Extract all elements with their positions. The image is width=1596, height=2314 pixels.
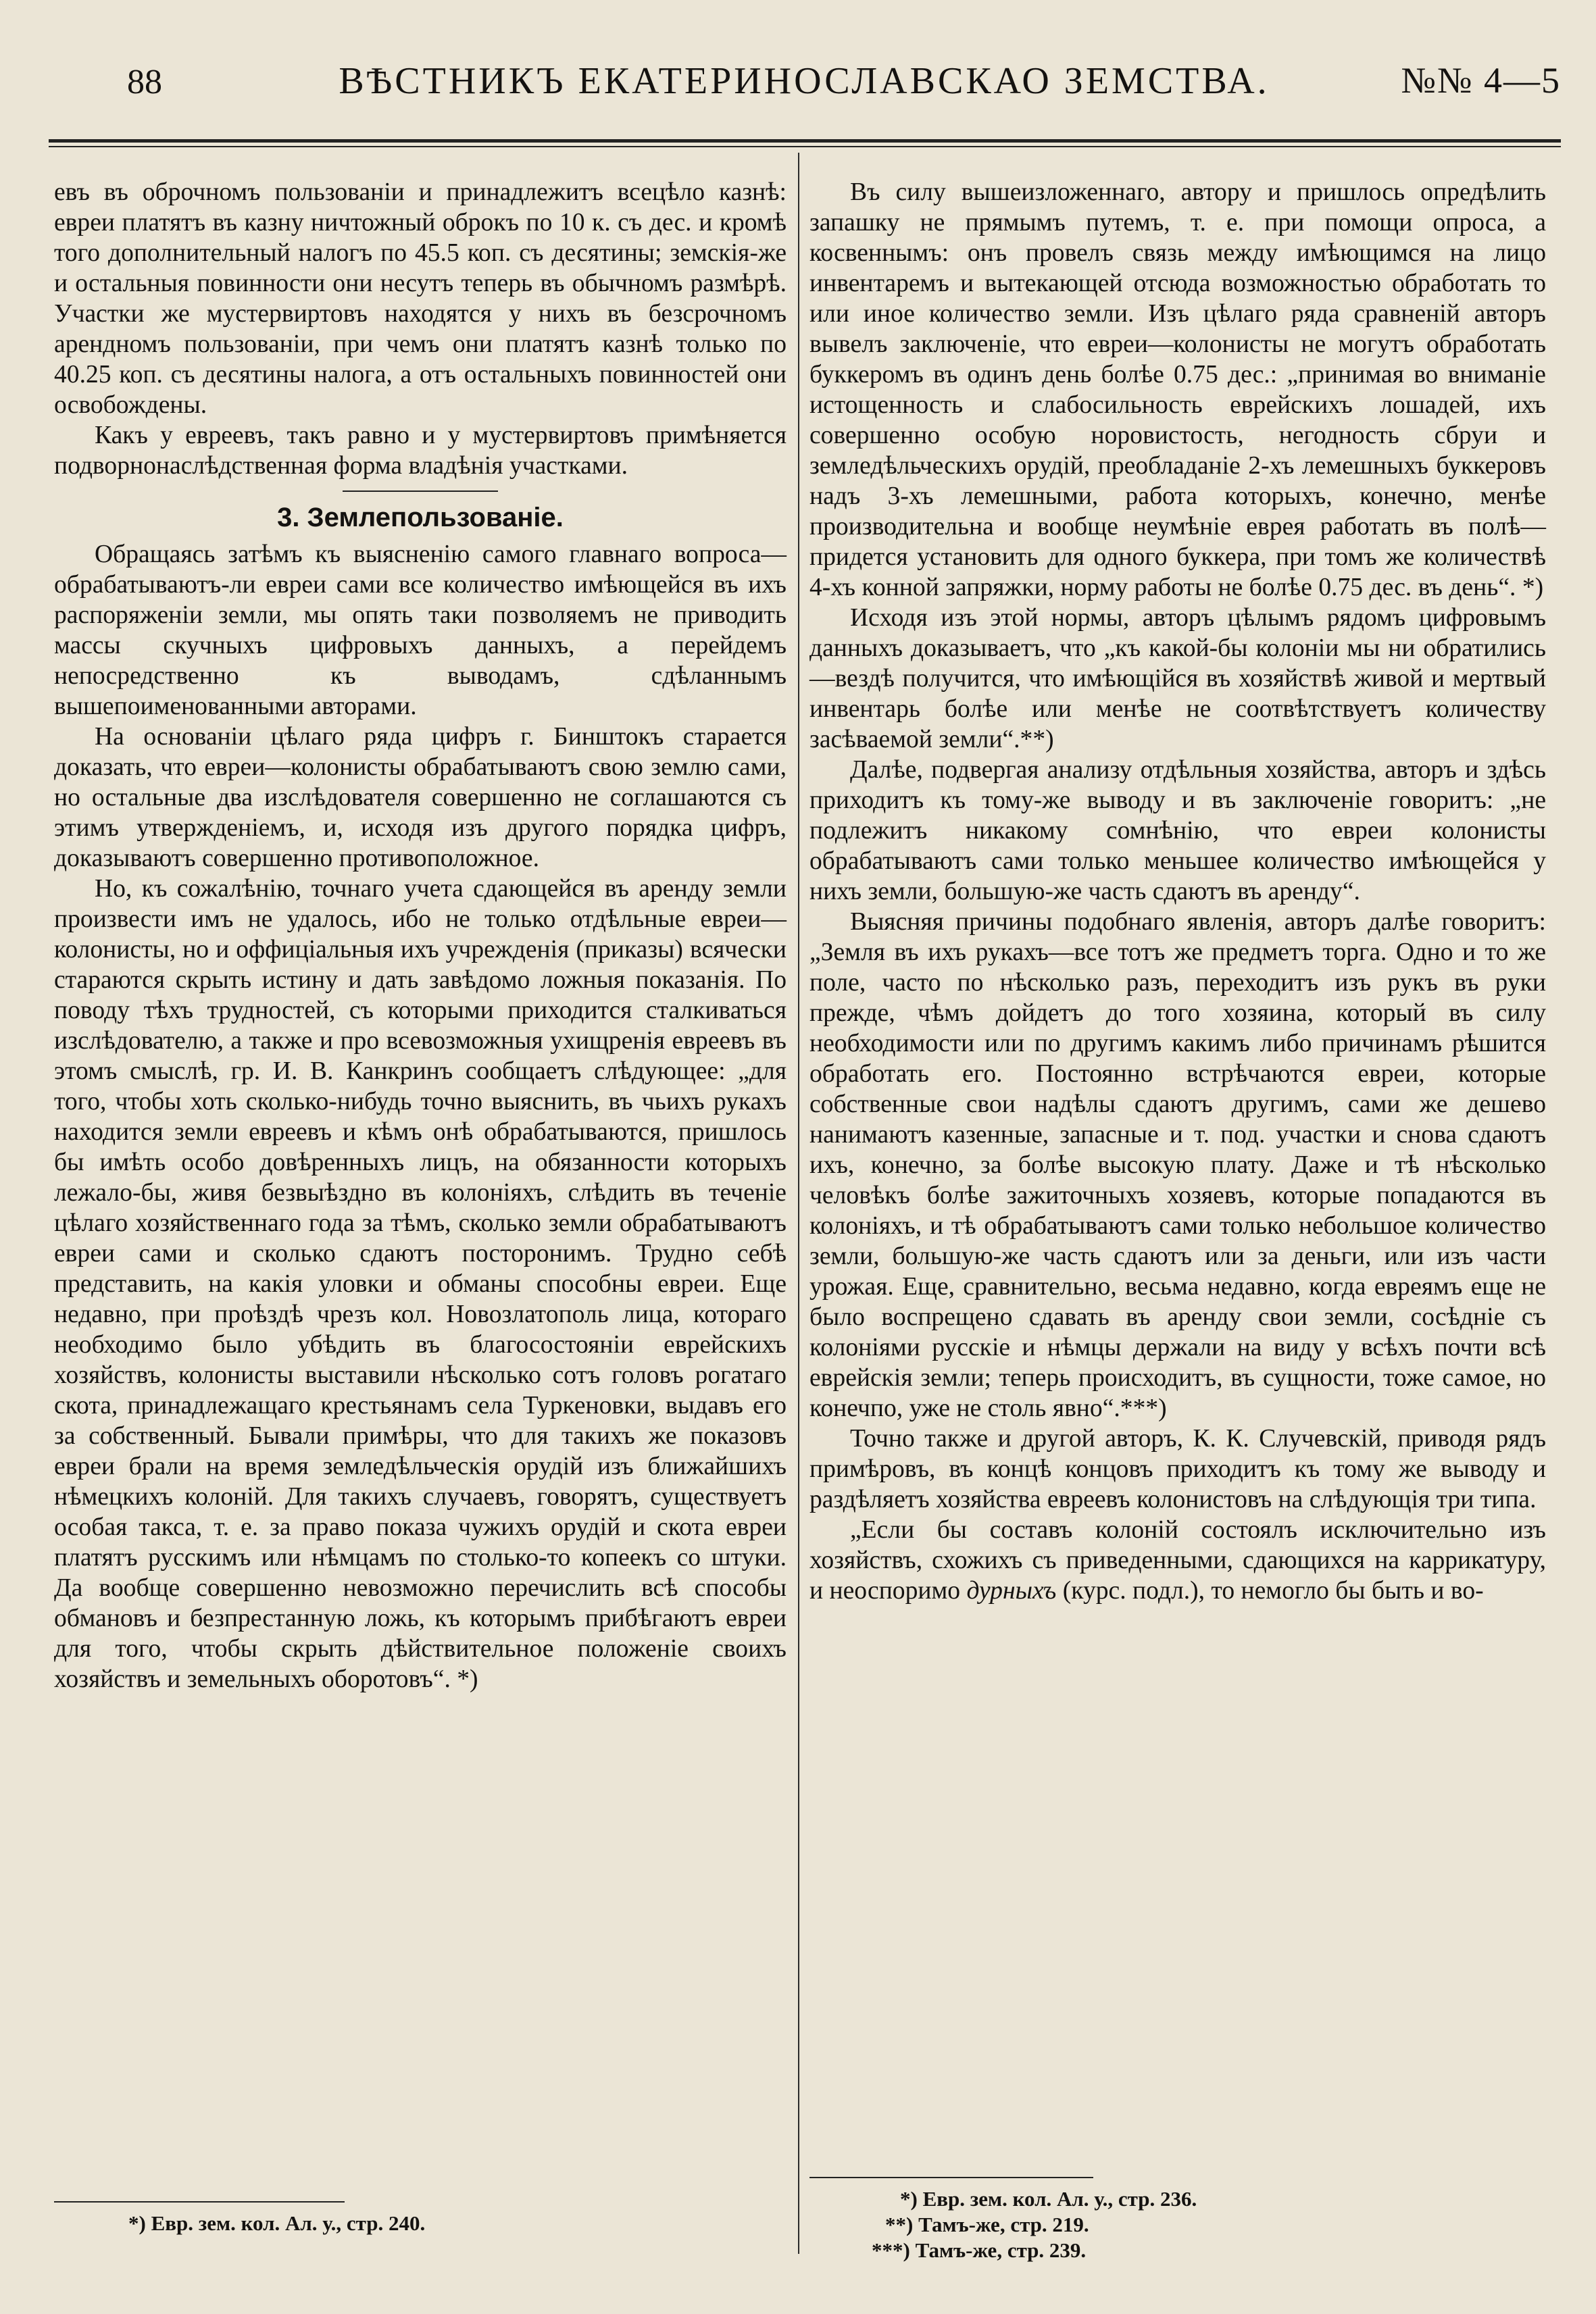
header-rule-thin (49, 146, 1561, 147)
paragraph: Какъ у евреевъ, такъ равно и у мустервиртовъ примѣняется подворнонаслѣдственная форма владѣнія участками. (54, 422, 787, 480)
section-heading: 3. Землепользованіе. (277, 503, 564, 532)
section-rule (343, 491, 498, 492)
paragraph: Исходя изъ этой нормы, авторъ цѣлымъ рядомъ цифровымъ данныхъ доказываетъ, что „къ какой-бы колоніи мы ни обратились—вездѣ получится, что имѣющійся въ хозяйствѣ живой и мертвый инвентарь болѣе или менѣе не соотвѣтствуетъ количеству засѣваемой земли“.**) (809, 604, 1546, 753)
text-run: „Если бы составъ колоній состоялъ исключительно изъ хозяйствъ, схожихъ съ приведенными, сдающихся на каррикатуру, и неоспоримо (809, 1516, 1546, 1605)
footnote-rule (54, 2201, 345, 2203)
paragraph: евъ въ оброчномъ пользованіи и принадлежитъ всецѣло казнѣ: евреи платятъ въ казну ничтожный оброкъ по 10 к. съ дес. и кромѣ того дополнительный налогъ по 45.5 коп. съ десятины; земскія-же и остальныя повинности они несутъ теперь въ обычномъ размѣрѣ. Участки же мустервиртовъ находятся у нихъ въ безсрочномъ арендномъ пользованіи, при чемъ они платятъ казнѣ только по 40.25 коп. съ десятины налога, а отъ остальныхъ повинностей они освобождены. (54, 178, 787, 419)
page-header (47, 59, 1561, 114)
paragraph: Точно также и другой авторъ, К. К. Случевскій, приводя рядъ примѣровъ, въ концѣ концовъ приходитъ къ тому же выводу и раздѣляетъ хозяйства евреевъ колонистовъ на слѣдующія три типа. (809, 1425, 1546, 1513)
paragraph: Выясняя причины подобнаго явленія, авторъ далѣе говоритъ: „Земля въ ихъ рукахъ—все тотъ же предметъ торга. Одно и то же поле, часто по нѣсколько разъ, переходитъ изъ рукъ въ руки прежде, чѣмъ дойдетъ до того хозяина, который въ силу необходимости или по другимъ какимъ либо причинамъ рѣшится обработать его. Постоянно встрѣчаются евреи, которые собственные свои надѣлы сдаютъ другимъ, сами же дешево нанимаютъ казенные, запасные и т. под. участки и снова сдаютъ ихъ, конечно, за болѣе высокую плату. Даже и тѣ нѣсколько человѣкъ болѣе зажиточныхъ хозяевъ, которые попадаются въ колоніяхъ, и тѣ обрабатываютъ сами только небольшое количество земли, большую-же часть сдаютъ или за деньги, или изъ части урожая. Еще, сравнительно, весьма недавно, когда евреямъ еще не было воспрещено сдавать въ аренду свои земли, сосѣдніе съ колоніями русскіе и нѣмцы держали на виду у всѣхъ почти всѣ еврейскія земли; теперь происходитъ, въ сущности, тоже самое, но конечпо, уже не столь явно“.***) (809, 908, 1546, 1422)
footnote: ***) Тамъ-же, стр. 239. (872, 2238, 1087, 2262)
footnote: *) Евр. зем. кол. Ал. у., стр. 240. (128, 2211, 426, 2235)
text-run: (курс. подл.), то немогло бы быть и во- (1062, 1577, 1484, 1605)
paragraph (809, 1515, 1546, 1606)
footnote: **) Тамъ-же, стр. 219. (885, 2213, 1089, 2236)
left-column (54, 177, 787, 1694)
header-rule (49, 139, 1561, 143)
italic-text: дурныхъ (966, 1577, 1057, 1605)
paragraph: Но, къ сожалѣнію, точнаго учета сдающейся въ аренду земли произвести имъ не удалось, ибо не только отдѣльные евреи—колонисты, но и оффиціальныя ихъ учрежденія (приказы) всячески стараются скрыть истину и дать завѣдомо ложныя показанія. По поводу тѣхъ трудностей, съ которыми приходится сталкиваться изслѣдователю, а также и про всевозможныя ухищренія евреевъ въ этомъ смыслѣ, гр. И. В. Канкринъ сообщаетъ слѣдующее: „для того, чтобы хоть сколько-нибудь точно выяснить, въ чьихъ рукахъ находится земли евреевъ и кѣмъ онѣ обрабатываются, пришлось бы имѣть особо довѣренныхъ лицъ, на обязанности которыхъ лежало-бы, живя безвыѣздно въ колоніяхъ, слѣдить въ теченіе цѣлаго хозяйственнаго года за тѣмъ, сколько земли обрабатываютъ евреи сами и сколько сдаютъ посторонимъ. Трудно себѣ представить, на какія уловки и обманы способны евреи. Еще недавно, при проѣздѣ чрезъ кол. Новозлатополь лица, котораго необходимо было убѣдить въ благосостояніи еврейскихъ хозяйствъ, колонисты выставили нѣсколько сотъ головъ рогатаго скота, принадлежащаго крестьянамъ села Туркеновки, выдавъ его за собственный. Бывали примѣры, что для такихъ же показовъ евреи брали на время земледѣльческія орудій изъ ближайшихъ нѣмецкихъ колоній. Для такихъ случаевъ, говорятъ, существуетъ особая такса, т. е. за право показа чужихъ орудій и скота евреи платятъ русскимъ или нѣмцамъ по столько-то копеекъ со штуки. Да вообще совершенно невозможно перечислить всѣ способы обмановъ и безпрестанную ложь, къ которымъ прибѣгаютъ евреи для того, чтобы скрыть дѣйствительное положеніе своихъ хозяйствъ и земельныхъ оборотовъ“. *) (54, 875, 787, 1693)
paragraph: Обращаясь затѣмъ къ выясненію самого главнаго вопроса—обрабатываютъ-ли евреи сами все количество имѣющейся въ ихъ распоряженіи земли, мы опять таки позволяемъ не приводить массы скучныхъ цифровыхъ данныхъ, а перейдемъ непосредственно къ выводамъ, сдѣланнымъ вышепоименованными авторами. (54, 540, 787, 720)
footnote-rule (809, 2177, 1093, 2178)
page-number: 88 (127, 63, 162, 101)
paragraph: Въ силу вышеизложеннаго, автору и пришлось опредѣлить запашку не прямымъ путемъ, т. е. при помощи опроса, а косвеннымъ: онъ провелъ связь между имѣющимся на лицо инвентаремъ и вытекающей отсюда возможностью обработать то или иное количество земли. Изъ цѣлаго ряда сравненій авторъ вывелъ заключеніе, что евреи—колонисты не могутъ обработать буккеромъ въ одинъ день болѣе 0.75 дес.: „принимая во вниманіе истощенность и слабосильность еврейскихъ лошадей, ихъ совершенно особую норовистость, негодность сбруи и земледѣльческихъ орудій, преобладаніе 2-хъ лемешныхъ буккеровъ надъ 3-хъ лемешными, работа которыхъ, конечно, менѣе производительна и вообще неумѣніе еврея работать въ полѣ—придется установить для одного буккера, при томъ же количествѣ 4-хъ конной запряжки, норму работы не болѣе 0.75 дес. въ день“. *) (809, 178, 1546, 601)
paragraph: На основаніи цѣлаго ряда цифръ г. Бинштокъ старается доказать, что евреи—колонисты обрабатываютъ свою землю сами, но остальные два изслѣдователя совершенно не соглашаются съ этимъ утвержденіемъ, и, исходя изъ другого порядка цифръ, доказываютъ совершенно противоположное. (54, 723, 787, 872)
column-divider (798, 153, 799, 2254)
footnotes (872, 2186, 1197, 2263)
issue-number: №№ 4—5 (1401, 60, 1561, 101)
right-column (809, 177, 1546, 1606)
journal-title: ВѢСТНИКЪ ЕКАТЕРИНОСЛАВСКАО ЗЕМСТВА. (339, 60, 1270, 102)
paragraph: Далѣе, подвергая анализу отдѣльныя хозяйства, авторъ и здѣсь приходитъ къ тому-же выводу и въ заключеніе говоритъ: „не подлежитъ никакому сомнѣнію, что евреи колонисты обрабатываютъ сами только меньшее количество имѣющейся у нихъ земли, большую-же часть сдаютъ въ аренду“. (809, 756, 1546, 905)
footnote: *) Евр. зем. кол. Ал. у., стр. 236. (900, 2187, 1197, 2211)
